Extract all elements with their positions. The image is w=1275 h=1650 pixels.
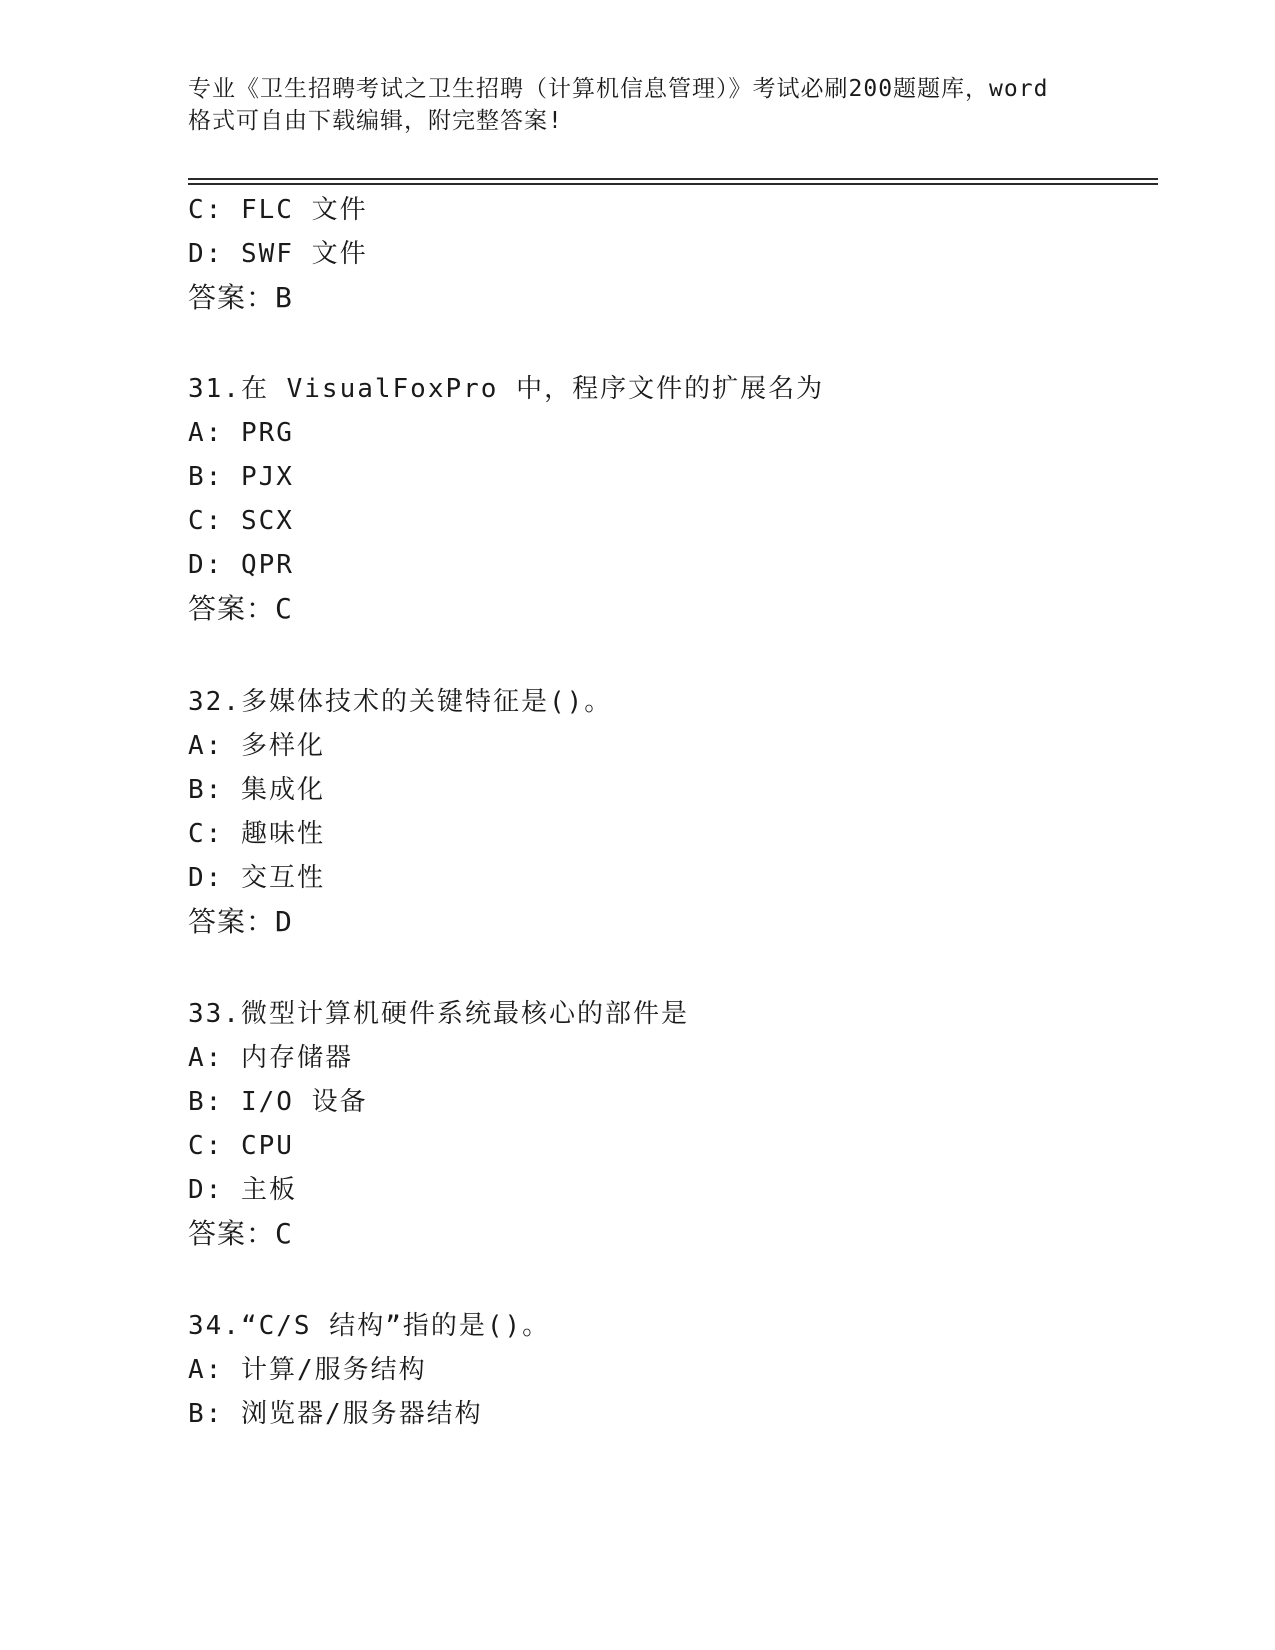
question-31: 31.在 VisualFoxPro 中，程序文件的扩展名为 [188, 374, 825, 404]
question-32-option-b: B: 集成化 [188, 775, 325, 805]
answer-prev [188, 281, 293, 315]
answer-label: 答案： [188, 1217, 276, 1250]
question-33-option-d: D: 主板 [188, 1175, 297, 1205]
header-line-2: 格式可自由下载编辑，附完整答案! [188, 108, 563, 134]
question-32-answer [188, 905, 293, 939]
question-34-option-a: A: 计算/服务结构 [188, 1355, 427, 1385]
header-divider-bottom [188, 183, 1158, 185]
answer-label: 答案： [188, 592, 276, 625]
question-33: 33.微型计算机硬件系统最核心的部件是 [188, 999, 689, 1029]
answer-value: C [275, 592, 293, 625]
question-33-option-c: C: CPU [188, 1131, 294, 1161]
option-d-prev: D: SWF 文件 [188, 239, 368, 269]
answer-label: 答案： [188, 281, 276, 314]
question-32: 32.多媒体技术的关键特征是()。 [188, 687, 613, 717]
answer-label: 答案： [188, 905, 276, 938]
question-34-option-b: B: 浏览器/服务器结构 [188, 1399, 483, 1429]
document-header [188, 73, 1088, 137]
question-33-option-b: B: I/O 设备 [188, 1087, 368, 1117]
question-31-option-b: B: PJX [188, 462, 294, 492]
answer-value: B [275, 281, 293, 314]
question-31-option-c: C: SCX [188, 506, 294, 536]
question-33-option-a: A: 内存储器 [188, 1043, 353, 1073]
header-line-1: 专业《卫生招聘考试之卫生招聘（计算机信息管理）》考试必刷200题题库，word [188, 76, 1049, 102]
question-31-option-d: D: QPR [188, 550, 294, 580]
option-c-prev: C: FLC 文件 [188, 195, 368, 225]
question-32-option-a: A: 多样化 [188, 731, 325, 761]
question-32-option-c: C: 趣味性 [188, 819, 325, 849]
question-34: 34.“C/S 结构”指的是()。 [188, 1311, 551, 1341]
question-32-option-d: D: 交互性 [188, 863, 325, 893]
answer-value: C [275, 1217, 293, 1250]
header-divider-top [188, 178, 1158, 180]
question-31-option-a: A: PRG [188, 418, 294, 448]
question-33-answer [188, 1217, 293, 1251]
answer-value: D [275, 905, 293, 938]
question-31-answer [188, 592, 293, 626]
